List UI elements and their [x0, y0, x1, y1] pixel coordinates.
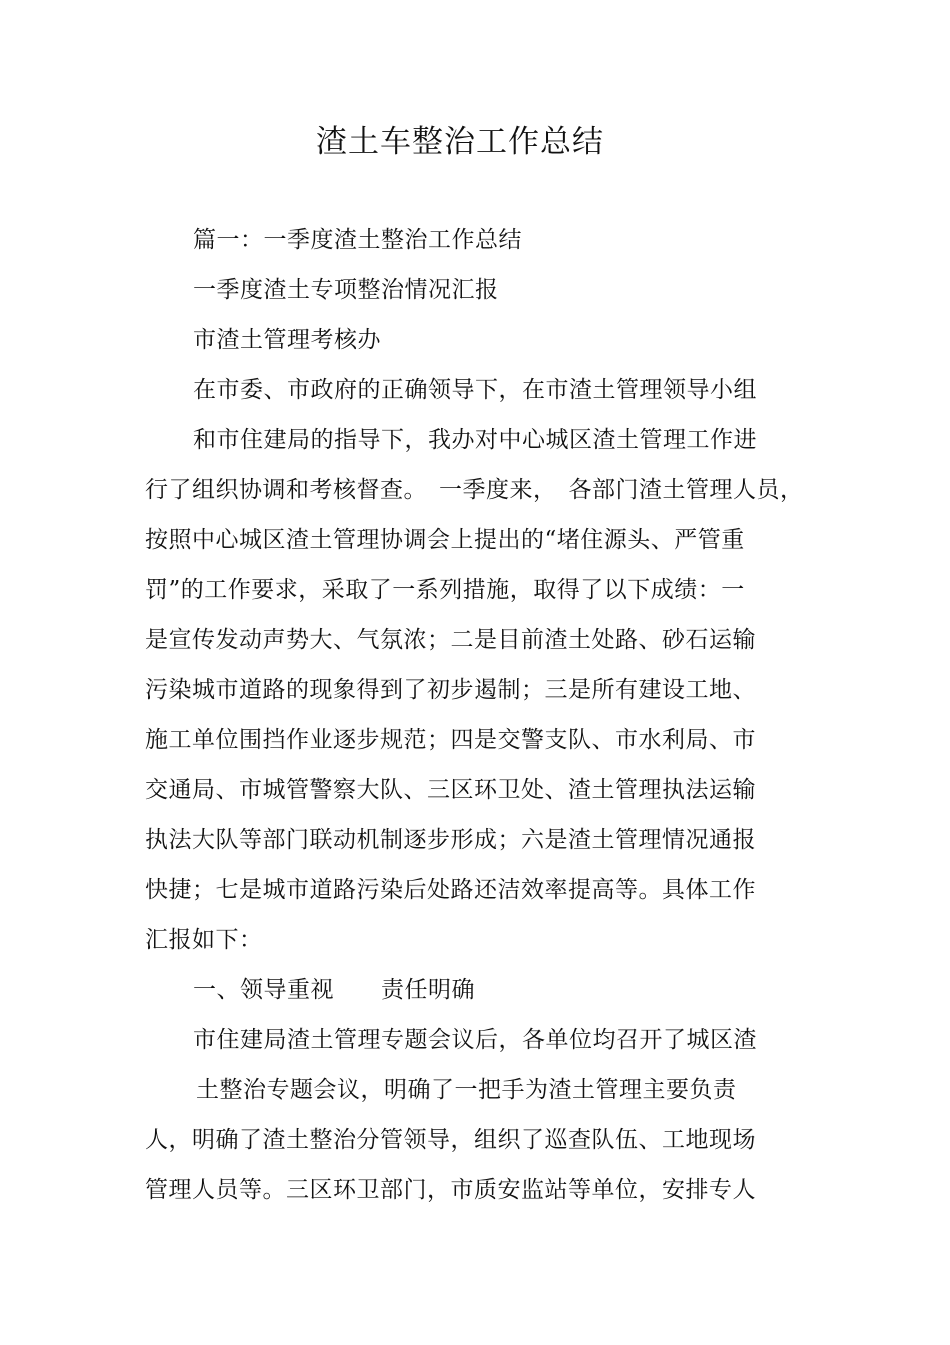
- report-author: 市渣土管理考核办: [193, 327, 381, 353]
- subsection-heading: 一、领导重视 责任明确: [193, 977, 475, 1003]
- paragraph-line: 执法大队等部门联动机制逐步形成；六是渣土管理情况通报: [145, 827, 756, 853]
- report-title: 一季度渣土专项整治情况汇报: [193, 277, 499, 303]
- paragraph-line: 是宣传发动声势大、气氛浓；二是目前渣土处路、砂石运输: [145, 627, 756, 653]
- paragraph-line: 按照中心城区渣土管理协调会上提出的“堵住源头、严管重: [145, 527, 745, 553]
- document-title: 渣土车整治工作总结: [316, 124, 604, 160]
- paragraph-line: 土整治专题会议，明确了一把手为渣土管理主要负责: [196, 1077, 737, 1103]
- paragraph-line: 行了组织协调和考核督查。 一季度来， 各部门渣土管理人员，: [145, 477, 804, 503]
- paragraph-line: 人，明确了渣土整治分管领导，组织了巡查队伍、工地现场: [145, 1127, 756, 1153]
- paragraph-line: 交通局、市城管警察大队、三区环卫处、渣土管理执法运输: [145, 777, 756, 803]
- paragraph-line: 罚”的工作要求，采取了一系列措施，取得了以下成绩：一: [145, 577, 745, 603]
- paragraph-line: 市住建局渣土管理专题会议后，各单位均召开了城区渣: [193, 1027, 757, 1053]
- paragraph-line: 和市住建局的指导下，我办对中心城区渣土管理工作进: [193, 427, 757, 453]
- paragraph-line: 施工单位围挡作业逐步规范；四是交警支队、市水利局、市: [145, 727, 756, 753]
- paragraph-line: 汇报如下：: [145, 927, 263, 953]
- paragraph-line: 在市委、市政府的正确领导下，在市渣土管理领导小组: [193, 377, 757, 403]
- section-heading: 篇一：一季度渣土整治工作总结: [193, 227, 522, 253]
- paragraph-line: 污染城市道路的现象得到了初步遏制；三是所有建设工地、: [145, 677, 756, 703]
- paragraph-line: 管理人员等。三区环卫部门，市质安监站等单位，安排专人: [145, 1177, 756, 1203]
- paragraph-line: 快捷；七是城市道路污染后处路还洁效率提高等。具体工作: [145, 877, 756, 903]
